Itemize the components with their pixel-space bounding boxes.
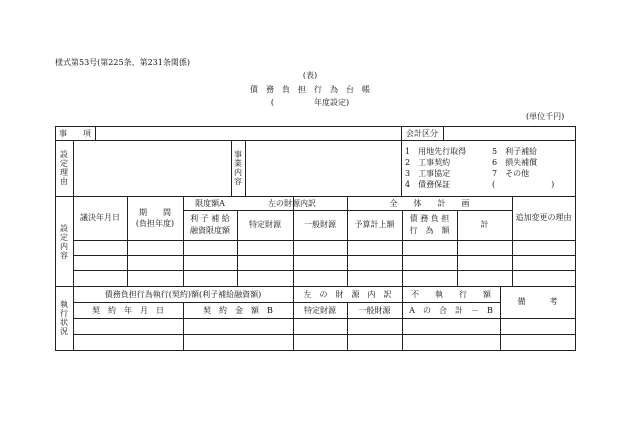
category-item-1: 1 用地先行取得 xyxy=(405,147,467,156)
jigyou-naiyou-label: 事業内容 xyxy=(234,150,242,186)
kaikei-kubun-label: 会計区分 xyxy=(406,129,438,138)
unit-label: (単位千円) xyxy=(526,112,565,121)
gendogaku-header: 限度額A xyxy=(195,199,225,208)
a-total-minus-b-header: A の 合 計 － B xyxy=(409,306,493,315)
saimu-futan-header: 債 務 負 担 xyxy=(409,214,450,223)
rishi-hokyu-header: 利 子 補 給 xyxy=(190,214,230,223)
category-item-other: ( ) xyxy=(492,180,555,189)
form-variant: (表) xyxy=(302,71,318,80)
shikkou-joukyou-label: 執行状況 xyxy=(60,300,68,336)
shikkou-ippan-header: 一般財源 xyxy=(358,306,391,315)
giketsu-date-header: 議決年月日 xyxy=(80,213,120,222)
bikou-header: 備 考 xyxy=(517,297,558,306)
tokutei-zaigen-header: 特定財源 xyxy=(249,220,281,229)
category-item-5: 5 利子補給 xyxy=(492,147,538,156)
kikan-header: 期 間 xyxy=(139,208,171,217)
yosan-keijou-header: 予算計上額 xyxy=(354,220,395,229)
settei-riyuu-label: 設定理由 xyxy=(60,150,68,186)
jikou-label: 事 項 xyxy=(59,129,91,138)
form-number: 様式第53号(第225条、第231条関係) xyxy=(55,58,190,67)
shikkou-gaku-header: 債務負担行為執行(契約)額(利子補給融資額) xyxy=(104,290,262,299)
year-setting: ( 年度設定) xyxy=(270,98,350,107)
category-item-7: 7 その他 xyxy=(492,169,530,178)
shikkou-zaigen-header: 左 の 財 源 内 訳 xyxy=(303,290,392,299)
keiyaku-amount-header: 契 約 金 額 B xyxy=(203,306,273,315)
koui-gaku-header: 行 為 額 xyxy=(409,226,450,235)
zaigen-uchiwake-header: 左の財源内訳 xyxy=(268,199,316,208)
tsuika-henkou-header: 追加変更の理由 xyxy=(515,213,572,222)
keiyaku-date-header: 契 約 年 月 日 xyxy=(92,306,164,315)
kei-header: 計 xyxy=(480,220,489,229)
settei-naiyou-label: 設定内容 xyxy=(60,224,68,260)
category-item-4: 4 債務保証 xyxy=(405,180,451,189)
kikan-sub-header: (負担年度) xyxy=(135,219,175,228)
category-item-6: 6 損失補償 xyxy=(492,158,538,167)
category-item-3: 3 工事協定 xyxy=(405,169,451,178)
fushikkou-gaku-header: 不 執 行 額 xyxy=(411,290,491,299)
yuushi-gendogaku-header: 融資限度額 xyxy=(190,226,230,235)
zentai-keikaku-header: 全 体 計 画 xyxy=(389,199,470,208)
category-item-2: 2 工事契約 xyxy=(405,158,451,167)
ippan-zaigen-header: 一般財源 xyxy=(304,220,336,229)
form-title: 債 務 負 担 行 為 台 帳 xyxy=(250,85,370,94)
shikkou-tokutei-header: 特定財源 xyxy=(304,306,336,315)
